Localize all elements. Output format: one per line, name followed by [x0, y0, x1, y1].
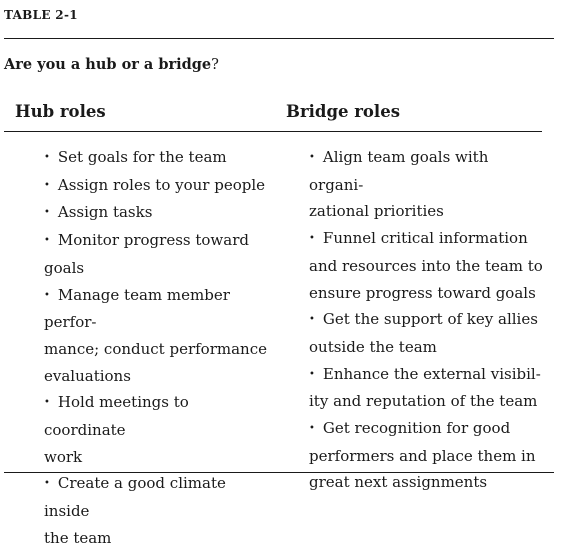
bullet-icon: • [309, 152, 315, 163]
bullet-icon: • [44, 152, 50, 163]
bridge-role-item: • Funnel critical information and resources into the team to ensure progress toward goals [309, 225, 544, 306]
bullet-icon: • [44, 397, 50, 409]
bullet-icon: • [44, 179, 50, 191]
hub-roles-heading: Hub roles [15, 102, 106, 121]
hub-role-item: • Assign tasks [44, 199, 274, 227]
bridge-role-item: • Get the support of key allies outside the team [309, 306, 544, 360]
bridge-roles-list [309, 144, 544, 496]
bridge-roles-heading: Bridge roles [286, 102, 400, 121]
bullet-icon: • [44, 207, 50, 219]
bullet-icon: • [309, 314, 315, 326]
hub-role-item: • Hold meetings to coordinate work [44, 389, 274, 470]
table-label: TABLE 2-1 [4, 8, 78, 22]
title-punctuation: ? [211, 57, 219, 73]
hub-roles-list [44, 144, 274, 552]
bullet-icon: • [44, 235, 50, 247]
header-rule [4, 131, 542, 132]
bullet-icon: • [309, 423, 315, 435]
bridge-role-item: • Enhance the external visibil- ity and reputation of the team [309, 361, 544, 415]
bullet-icon: • [309, 368, 315, 380]
bridge-role-item: • Align team goals with organi- zational priorities [309, 144, 544, 225]
top-rule [4, 38, 554, 39]
bottom-rule [4, 472, 554, 473]
hub-role-item: • Manage team member perfor- mance; conduct performance evaluations [44, 282, 274, 390]
hub-role-item: • Set goals for the team [44, 144, 274, 172]
hub-role-item: • Create a good climate inside the team [44, 470, 274, 551]
title-text: Are you a hub or a bridge [4, 56, 212, 73]
bullet-icon: • [44, 478, 50, 490]
hub-role-item: • Assign roles to your people [44, 172, 274, 200]
hub-role-item: • Monitor progress toward goals [44, 227, 274, 281]
bullet-icon: • [44, 289, 50, 301]
bridge-role-item: • Get recognition for good performers and place them in great next assignments [309, 415, 544, 496]
table-title [4, 56, 219, 73]
bullet-icon: • [309, 233, 315, 245]
